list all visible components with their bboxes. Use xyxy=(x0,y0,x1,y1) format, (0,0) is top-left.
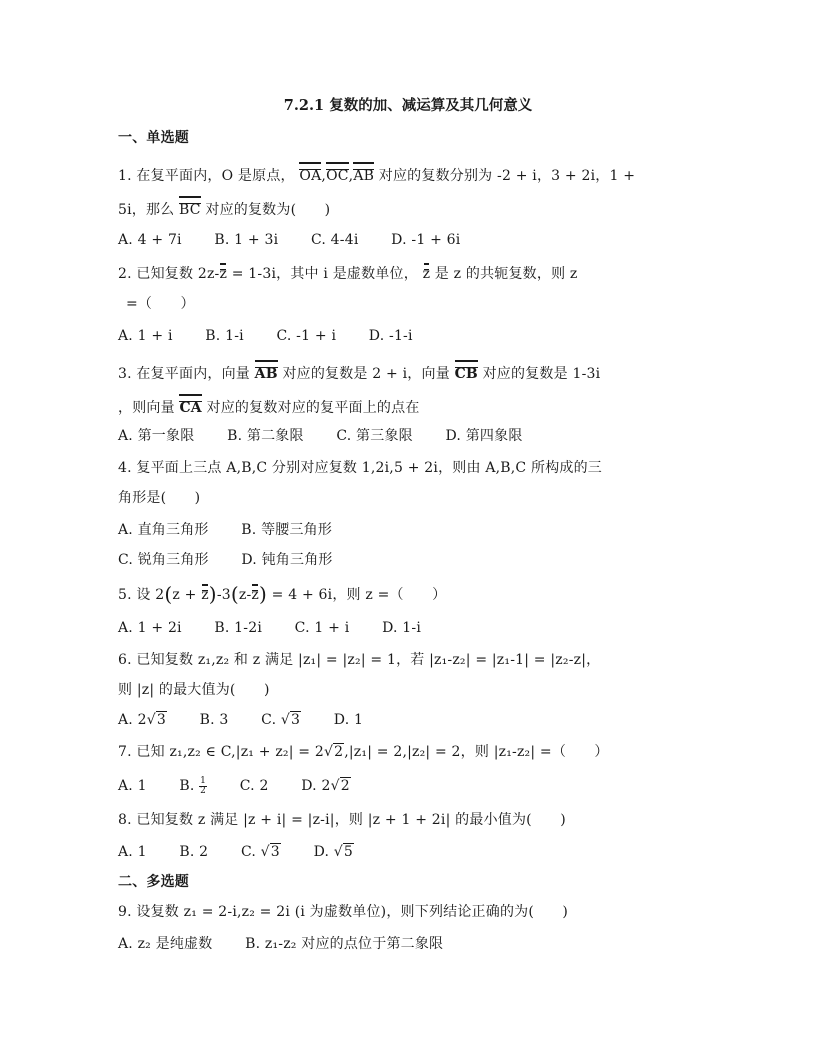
sqrt-icon: √3 xyxy=(280,712,301,728)
q1-option-d[interactable]: D. -1 + 6i xyxy=(391,232,461,248)
question-9-line-1: 9. 设复数 z₁ = 2-i,z₂ = 2i (i 为虚数单位)，则下列结论正确的为( ) xyxy=(118,904,569,920)
q2-text-a: 2. 已知复数 2z- xyxy=(118,266,220,282)
q1-option-b[interactable]: B. 1 + 3i xyxy=(214,232,279,248)
vector-ab-q3: AB xyxy=(255,362,278,384)
q2-option-c[interactable]: C. -1 + i xyxy=(276,328,337,344)
q3-text-d: ，则向量 xyxy=(118,400,175,416)
vector-cb: CB xyxy=(455,362,478,384)
question-2-line-1 xyxy=(118,264,776,284)
question-6-line-1: 6. 已知复数 z₁,z₂ 和 z 满足 |z₁| = |z₂| = 1，若 |z₁-z₂| = |z₁-1| = |z₂-z|， xyxy=(118,652,601,668)
question-1-line-2 xyxy=(118,198,776,220)
q7-option-b-prefix: B. xyxy=(179,778,195,794)
q3-text-e: 对应的复数对应的复平面上的点在 xyxy=(206,400,420,416)
q3-option-c[interactable]: C. 第三象限 xyxy=(336,428,413,444)
q7-option-d[interactable] xyxy=(301,776,351,796)
conjugate-z: z xyxy=(219,266,228,282)
q5-mid: -3 xyxy=(216,587,231,603)
q5-option-a[interactable]: A. 1 + 2i xyxy=(118,620,182,636)
question-4-line-2: 角形是( ) xyxy=(118,490,201,506)
q6-option-c-radicand: 3 xyxy=(291,712,301,728)
question-4-options-row-1 xyxy=(118,520,776,540)
question-6-line-2: 则 |z| 的最大值为( ) xyxy=(118,682,270,698)
q6-option-b[interactable]: B. 3 xyxy=(199,712,229,728)
question-4-line-1: 4. 复平面上三点 A,B,C 分别对应复数 1,2i,5 + 2i，则由 A,B,C 所构成的三 xyxy=(118,460,602,476)
q5-suffix: = 4 + 6i，则 z =（ ） xyxy=(271,587,447,603)
q2-text-c: 是 z 的共轭复数，则 z xyxy=(434,266,578,282)
q8-option-d[interactable] xyxy=(314,842,354,862)
conjugate-z-q5a: z xyxy=(201,587,209,603)
page-title: 7.2.1 复数的加、减运算及其几何意义 xyxy=(283,97,533,114)
q2-option-b[interactable]: B. 1-i xyxy=(205,328,244,344)
question-7-line-1 xyxy=(118,742,776,762)
q9-option-a[interactable]: A. z₂ 是纯虚数 xyxy=(118,936,213,952)
q3-text-b: 对应的复数是 2 + i，向量 xyxy=(282,366,450,382)
q4-option-a[interactable]: A. 直角三角形 xyxy=(118,522,209,538)
q3-text-c: 对应的复数是 1-3i xyxy=(482,366,601,382)
q8-option-c-radicand: 3 xyxy=(270,844,280,860)
question-2-line-2: =（ ） xyxy=(126,296,195,312)
vector-ab: AB xyxy=(353,164,374,186)
vector-oa: OA xyxy=(299,164,321,186)
section-heading-single-choice: 一、单选题 xyxy=(118,130,189,146)
question-8-options xyxy=(118,842,776,862)
question-1-options xyxy=(118,230,776,250)
q7-option-c[interactable]: C. 2 xyxy=(239,778,269,794)
q7-option-a[interactable]: A. 1 xyxy=(118,778,147,794)
q7-text-a: 7. 已知 z₁,z₂ ∈ C,|z₁ + z₂| = 2 xyxy=(118,744,324,760)
q9-option-b[interactable]: B. z₁-z₂ 对应的点位于第二象限 xyxy=(245,936,444,952)
q1-text-c: 5i，那么 xyxy=(118,202,175,218)
q5-option-c[interactable]: C. 1 + i xyxy=(294,620,350,636)
sqrt-icon: √3 xyxy=(260,844,280,860)
question-7-options xyxy=(118,776,776,796)
q1-text-a: 1. 在复平面内，O 是原点， xyxy=(118,168,295,184)
sqrt-icon: √5 xyxy=(333,844,354,860)
q1-text-d: 对应的复数为( ) xyxy=(205,202,331,218)
question-8-line-1: 8. 已知复数 z 满足 |z + i| = |z-i|，则 |z + 1 + 2i| 的最小值为( ) xyxy=(118,812,566,828)
question-9-options xyxy=(118,934,776,954)
q3-option-a[interactable]: A. 第一象限 xyxy=(118,428,195,444)
q8-option-b[interactable]: B. 2 xyxy=(179,844,209,860)
fraction xyxy=(199,777,207,796)
question-2-options xyxy=(118,326,776,346)
q2-option-d[interactable]: D. -1-i xyxy=(368,328,413,344)
q4-option-d[interactable]: D. 钝角三角形 xyxy=(241,552,333,568)
q1-text-b: 对应的复数分别为 -2 + i，3 + 2i，1 + xyxy=(378,168,636,184)
q7-radicand: 2 xyxy=(334,744,344,760)
question-5-line-1: 5. 设 2(z + z)-3(z-z) = 4 + 6i，则 z =（ ） xyxy=(118,582,447,606)
fraction-denominator: 2 xyxy=(200,785,207,796)
q5-prefix: 5. 设 2 xyxy=(118,587,165,603)
q6-option-a-prefix: A. 2 xyxy=(118,712,147,728)
q2-option-a[interactable]: A. 1 + i xyxy=(118,328,173,344)
question-1-line-1: 1. 在复平面内，O 是原点， OA,OC,AB 对应的复数分别为 -2 + i，3 + 2i，1 + xyxy=(118,164,776,186)
sqrt-icon: √3 xyxy=(146,712,166,728)
q6-option-c-prefix: C. xyxy=(261,712,277,728)
conjugate-z-q5b: z xyxy=(251,587,259,603)
q8-option-d-prefix: D. xyxy=(313,844,330,860)
vector-bc: BC xyxy=(179,198,201,220)
question-3-line-1 xyxy=(118,362,776,384)
q5-option-b[interactable]: B. 1-2i xyxy=(214,620,263,636)
q8-option-c[interactable] xyxy=(241,842,281,862)
section-heading-multiple-choice: 二、多选题 xyxy=(118,874,189,890)
q3-text-a: 3. 在复平面内，向量 xyxy=(118,366,251,382)
question-5-options xyxy=(118,618,776,638)
vector-oc: OC xyxy=(326,164,349,186)
fraction-numerator: 1 xyxy=(200,775,207,786)
q8-option-a[interactable]: A. 1 xyxy=(118,844,147,860)
q7-text-b: ,|z₁| = 2,|z₂| = 2，则 |z₁-z₂| =（ ） xyxy=(344,744,609,760)
q8-option-d-radicand: 5 xyxy=(343,844,354,860)
q5-inner-1: z + xyxy=(172,587,197,603)
q7-option-d-prefix: D. 2 xyxy=(301,778,331,794)
q3-option-b[interactable]: B. 第二象限 xyxy=(227,428,304,444)
q5-inner-2: z- xyxy=(238,587,252,603)
q4-option-b[interactable]: B. 等腰三角形 xyxy=(241,522,333,538)
q1-option-c[interactable]: C. 4-4i xyxy=(310,232,359,248)
conjugate-z-2: z xyxy=(422,266,431,282)
vector-ca: CA xyxy=(179,396,201,418)
q7-option-d-radicand: 2 xyxy=(340,778,350,794)
q6-option-a-radicand: 3 xyxy=(156,712,166,728)
q6-option-d[interactable]: D. 1 xyxy=(333,712,364,728)
q6-option-c[interactable] xyxy=(261,710,301,730)
q7-option-b[interactable] xyxy=(179,776,207,796)
q1-option-a[interactable]: A. 4 + 7i xyxy=(118,232,182,248)
q4-option-c[interactable]: C. 锐角三角形 xyxy=(118,552,209,568)
question-3-options xyxy=(118,426,776,446)
sqrt-icon: √2 xyxy=(330,778,350,794)
q8-option-c-prefix: C. xyxy=(240,844,257,860)
q6-option-a[interactable] xyxy=(118,710,167,730)
q2-text-b: = 1-3i，其中 i 是虚数单位， xyxy=(231,266,418,282)
question-6-options xyxy=(118,710,776,730)
question-4-options-row-2 xyxy=(118,550,776,570)
q5-option-d[interactable]: D. 1-i xyxy=(382,620,422,636)
sqrt-icon: √2 xyxy=(324,744,344,760)
q3-option-d[interactable]: D. 第四象限 xyxy=(445,428,523,444)
question-3-line-2 xyxy=(118,396,776,418)
